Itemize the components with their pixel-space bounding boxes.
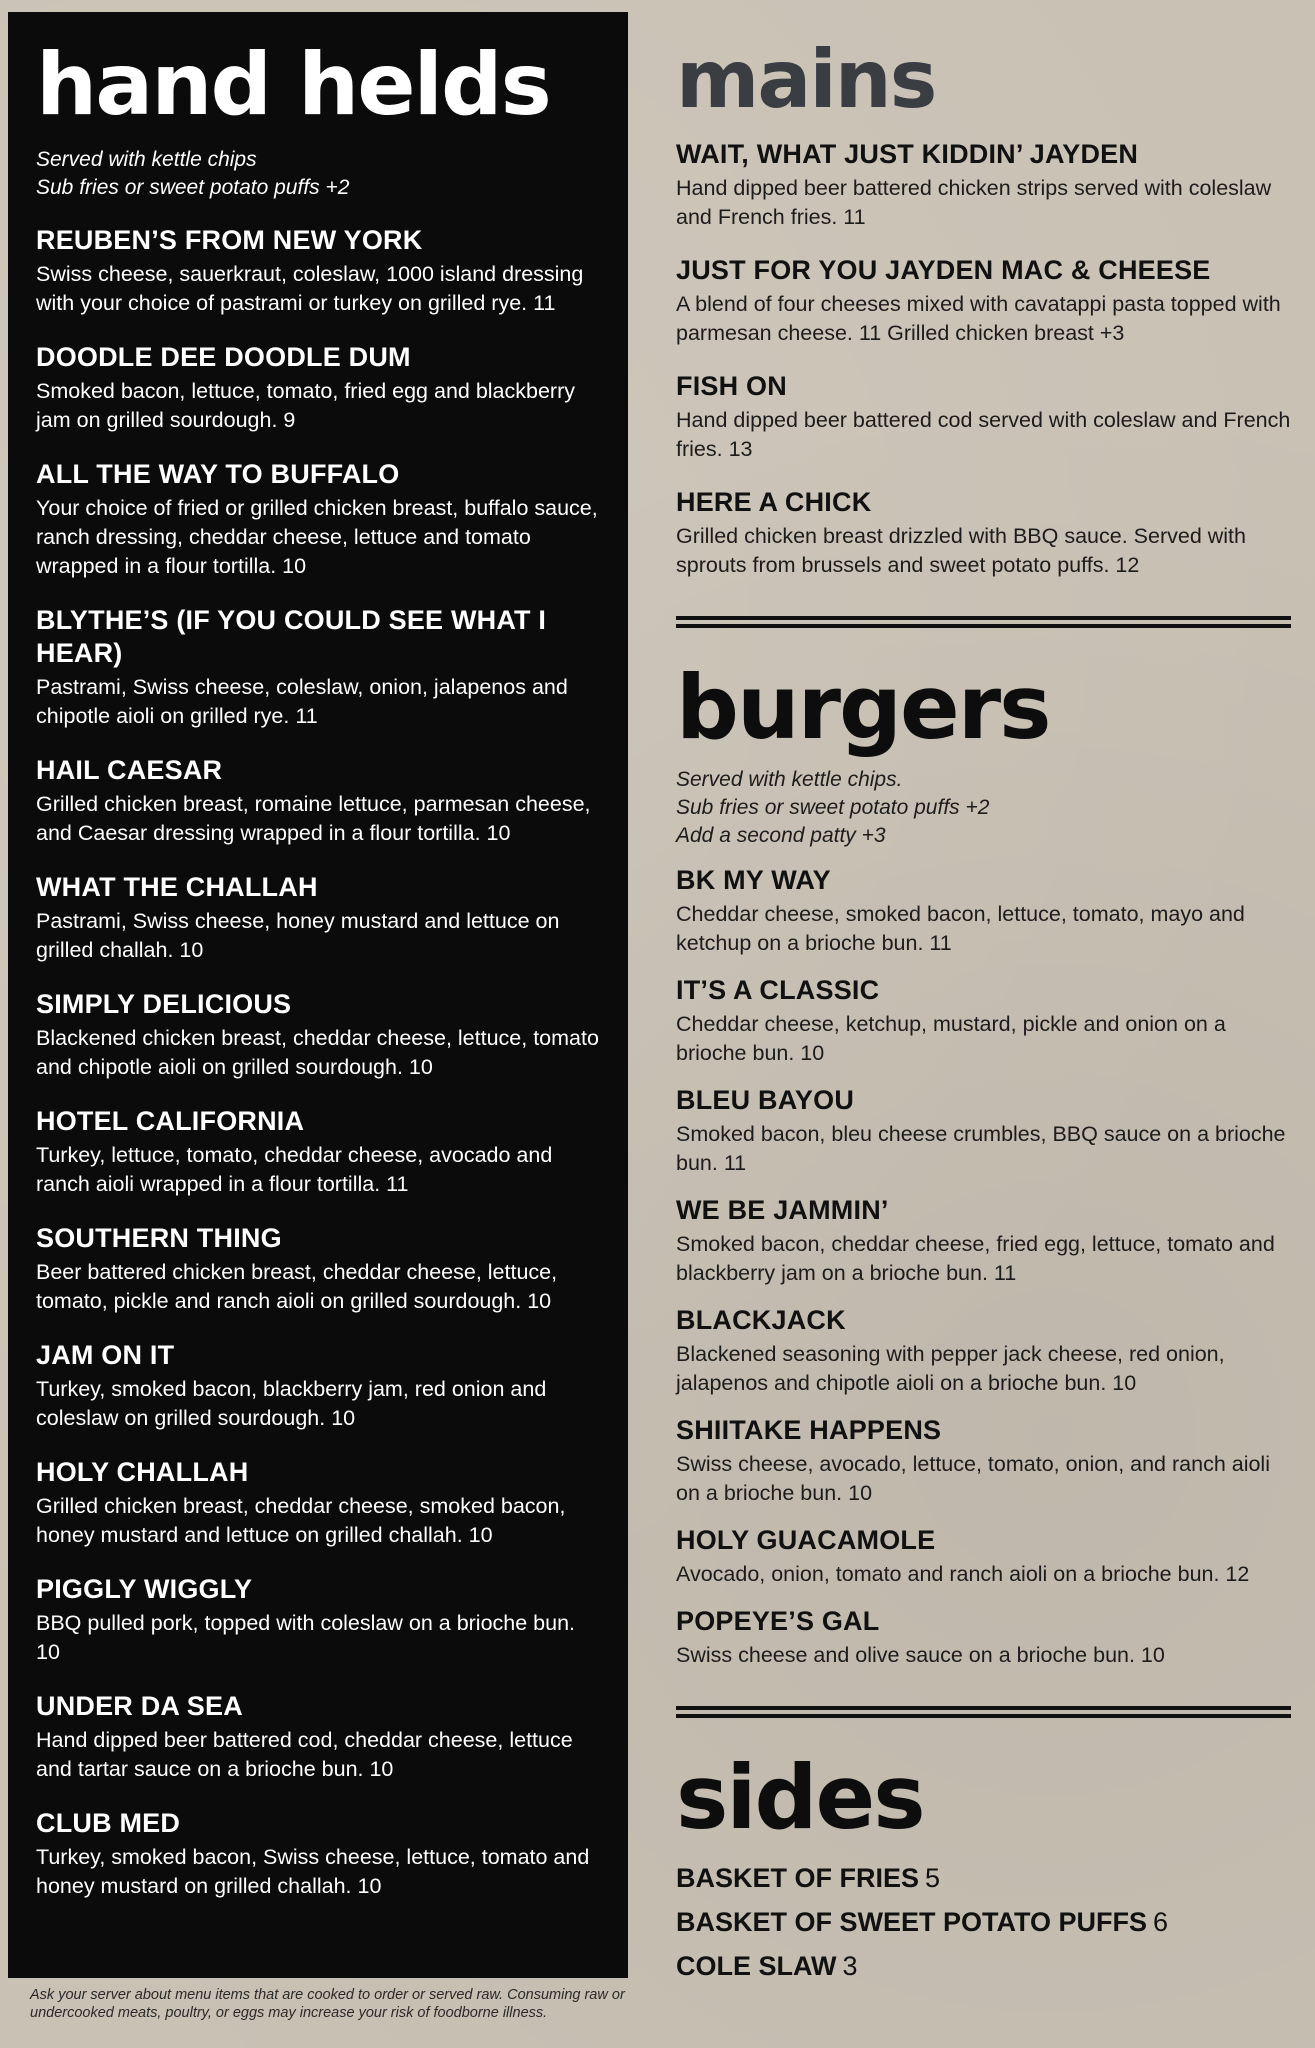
menu-item-desc: Hand dipped beer battered chicken strips served with coleslaw and French fries. 11: [676, 176, 1272, 229]
burgers-note-chips: Served with kettle chips.: [676, 768, 903, 791]
menu-item: [36, 1807, 600, 1901]
menu-item: [676, 1194, 1291, 1288]
sides-item: [676, 1944, 1291, 1988]
menu-item-desc: Swiss cheese, sauerkraut, coleslaw, 1000 island dressing with your choice of pastrami or turkey on grilled rye. 11: [36, 262, 584, 315]
menu-item: [36, 988, 600, 1082]
menu-item-desc: BBQ pulled pork, topped with coleslaw on a brioche bun. 10: [36, 1611, 576, 1664]
menu-item-desc: Smoked bacon, bleu cheese crumbles, BBQ sauce on a brioche bun. 11: [676, 1122, 1286, 1175]
menu-item-name: BLYTHE’S (IF YOU COULD SEE WHAT I HEAR): [36, 605, 547, 668]
menu-item-name: JUST FOR YOU JAYDEN MAC & CHEESE: [676, 255, 1211, 285]
menu-item-name: UNDER DA SEA: [36, 1691, 243, 1721]
menu-item: [36, 1105, 600, 1199]
burgers-title: burgers: [676, 656, 1050, 759]
section-divider: [676, 1706, 1291, 1718]
menu-item-name: HERE A CHICK: [676, 487, 872, 517]
sides-list: [676, 1856, 1291, 1988]
menu-item-name: BK MY WAY: [676, 865, 831, 895]
menu-item-desc: Smoked bacon, cheddar cheese, fried egg, lettuce, tomato and blackberry jam on a brioche bun. 11: [676, 1232, 1275, 1285]
menu-item-desc: Hand dipped beer battered cod served with coleslaw and French fries. 13: [676, 408, 1291, 461]
sides-title: sides: [676, 1746, 924, 1849]
menu-item-name: DOODLE DEE DOODLE DUM: [36, 342, 411, 372]
menu-item-name: JAM ON IT: [36, 1340, 175, 1370]
menu-item: [676, 1084, 1291, 1178]
menu-item-name: IT’S A CLASSIC: [676, 975, 880, 1005]
menu-item-name: WAIT, WHAT JUST KIDDIN’ JAYDEN: [676, 139, 1139, 169]
menu-item: [676, 1524, 1291, 1589]
menu-item-desc: Grilled chicken breast, romaine lettuce, parmesan cheese, and Caesar dressing wrapped in a flour tortilla. 10: [36, 792, 591, 845]
mains-title: mains: [676, 33, 936, 126]
sides-item-name: BASKET OF FRIES: [676, 1863, 920, 1893]
sides-item: [676, 1900, 1291, 1944]
menu-item-name: ALL THE WAY TO BUFFALO: [36, 459, 400, 489]
menu-item-name: SIMPLY DELICIOUS: [36, 989, 292, 1019]
menu-item: [36, 341, 600, 435]
menu-item: [36, 871, 600, 965]
menu-item: [36, 458, 600, 581]
menu-item-name: FISH ON: [676, 371, 787, 401]
menu-item-desc: Your choice of fried or grilled chicken breast, buffalo sauce, ranch dressing, cheddar cheese, lettuce and tomato wrapped in a flour tortilla. 10: [36, 496, 598, 578]
hand-helds-note-chips: Served with kettle chips: [36, 148, 257, 171]
menu-item: [36, 224, 600, 318]
menu-item: [36, 754, 600, 848]
hand-helds-title: hand helds: [36, 35, 550, 135]
hand-helds-list: [36, 224, 600, 1901]
menu-item-desc: Blackened chicken breast, cheddar cheese, lettuce, tomato and chipotle aioli on grilled sourdough. 10: [36, 1026, 599, 1079]
menu-item-desc: Turkey, smoked bacon, blackberry jam, red onion and coleslaw on grilled sourdough. 10: [36, 1377, 547, 1430]
menu-item-desc: Beer battered chicken breast, cheddar cheese, lettuce, tomato, pickle and ranch aioli on grilled sourdough. 10: [36, 1260, 558, 1313]
sides-item: [676, 1856, 1291, 1900]
menu-item-desc: Blackened seasoning with pepper jack cheese, red onion, jalapenos and chipotle aioli on a brioche bun. 10: [676, 1342, 1225, 1395]
menu-item-name: SOUTHERN THING: [36, 1223, 282, 1253]
sides-item-price: 5: [925, 1863, 941, 1893]
menu-item-desc: Pastrami, Swiss cheese, coleslaw, onion, jalapenos and chipotle aioli on grilled rye. 11: [36, 675, 568, 728]
menu-item-desc: Cheddar cheese, smoked bacon, lettuce, tomato, mayo and ketchup on a brioche bun. 11: [676, 902, 1245, 955]
right-column: [676, 33, 1291, 1988]
mains-list: [676, 138, 1291, 580]
sides-item-name: BASKET OF SWEET POTATO PUFFS: [676, 1907, 1148, 1937]
menu-item: [676, 138, 1291, 232]
menu-item-desc: Swiss cheese, avocado, lettuce, tomato, onion, and ranch aioli on a brioche bun. 10: [676, 1452, 1270, 1505]
burgers-note-sub: Sub fries or sweet potato puffs +2: [676, 796, 990, 819]
menu-item: [676, 864, 1291, 958]
section-divider: [676, 616, 1291, 628]
menu-item-name: CLUB MED: [36, 1808, 181, 1838]
sides-item-price: 6: [1153, 1907, 1169, 1937]
menu-item-desc: Pastrami, Swiss cheese, honey mustard and lettuce on grilled challah. 10: [36, 909, 560, 962]
menu-item: [676, 1304, 1291, 1398]
menu-item-name: PIGGLY WIGGLY: [36, 1574, 253, 1604]
sides-item-name: COLE SLAW: [676, 1951, 837, 1981]
menu-item: [36, 1573, 600, 1667]
menu-item-name: HOTEL CALIFORNIA: [36, 1106, 305, 1136]
menu-item: [676, 370, 1291, 464]
menu-item-desc: Smoked bacon, lettuce, tomato, fried egg and blackberry jam on grilled sourdough. 9: [36, 379, 576, 432]
sides-item-price: 3: [842, 1951, 858, 1981]
menu-item-name: SHIITAKE HAPPENS: [676, 1415, 942, 1445]
menu-item-desc: Turkey, lettuce, tomato, cheddar cheese, avocado and ranch aioli wrapped in a flour tortilla. 11: [36, 1143, 553, 1196]
menu-item: [36, 604, 600, 731]
menu-item-desc: Grilled chicken breast, cheddar cheese, smoked bacon, honey mustard and lettuce on grilled challah. 10: [36, 1494, 566, 1547]
burgers-list: [676, 864, 1291, 1670]
menu-item-name: HOLY CHALLAH: [36, 1457, 249, 1487]
menu-item: [676, 974, 1291, 1068]
menu-item-name: POPEYE’S GAL: [676, 1606, 880, 1636]
menu-item: [36, 1456, 600, 1550]
menu-item-name: BLEU BAYOU: [676, 1085, 855, 1115]
menu-item-name: HAIL CAESAR: [36, 755, 223, 785]
menu-item: [676, 254, 1291, 348]
menu-item-name: WHAT THE CHALLAH: [36, 872, 318, 902]
menu-item-desc: Cheddar cheese, ketchup, mustard, pickle and onion on a brioche bun. 10: [676, 1012, 1226, 1065]
menu-item-desc: Grilled chicken breast drizzled with BBQ sauce. Served with sprouts from brussels and sweet potato puffs. 12: [676, 524, 1246, 577]
menu-item-desc: Hand dipped beer battered cod, cheddar cheese, lettuce and tartar sauce on a brioche bun. 10: [36, 1728, 573, 1781]
menu-item: [36, 1339, 600, 1433]
menu-item-name: BLACKJACK: [676, 1305, 846, 1335]
hand-helds-note-sub: Sub fries or sweet potato puffs +2: [36, 176, 350, 199]
hand-helds-panel: [8, 12, 628, 1978]
menu-item: [676, 486, 1291, 580]
food-safety-disclaimer: Ask your server about menu items that are cooked to order or served raw. Consuming raw or undercooked meats, poultry, or eggs may increase your risk of foodborne illness.: [30, 1987, 625, 2021]
menu-item-name: WE BE JAMMIN’: [676, 1195, 889, 1225]
menu-item-name: HOLY GUACAMOLE: [676, 1525, 936, 1555]
menu-item: [676, 1605, 1291, 1670]
menu-item: [676, 1414, 1291, 1508]
menu-item-desc: A blend of four cheeses mixed with cavatappi pasta topped with parmesan cheese. 11 Grilled chicken breast +3: [676, 292, 1281, 345]
menu-item: [36, 1222, 600, 1316]
menu-item: [36, 1690, 600, 1784]
menu-item-desc: Avocado, onion, tomato and ranch aioli on a brioche bun. 12: [676, 1562, 1250, 1586]
menu-item-desc: Turkey, smoked bacon, Swiss cheese, lettuce, tomato and honey mustard on grilled challah. 10: [36, 1845, 590, 1898]
menu-item-name: REUBEN’S FROM NEW YORK: [36, 225, 423, 255]
burgers-note-patty: Add a second patty +3: [676, 824, 886, 847]
menu-item-desc: Swiss cheese and olive sauce on a brioche bun. 10: [676, 1643, 1165, 1667]
